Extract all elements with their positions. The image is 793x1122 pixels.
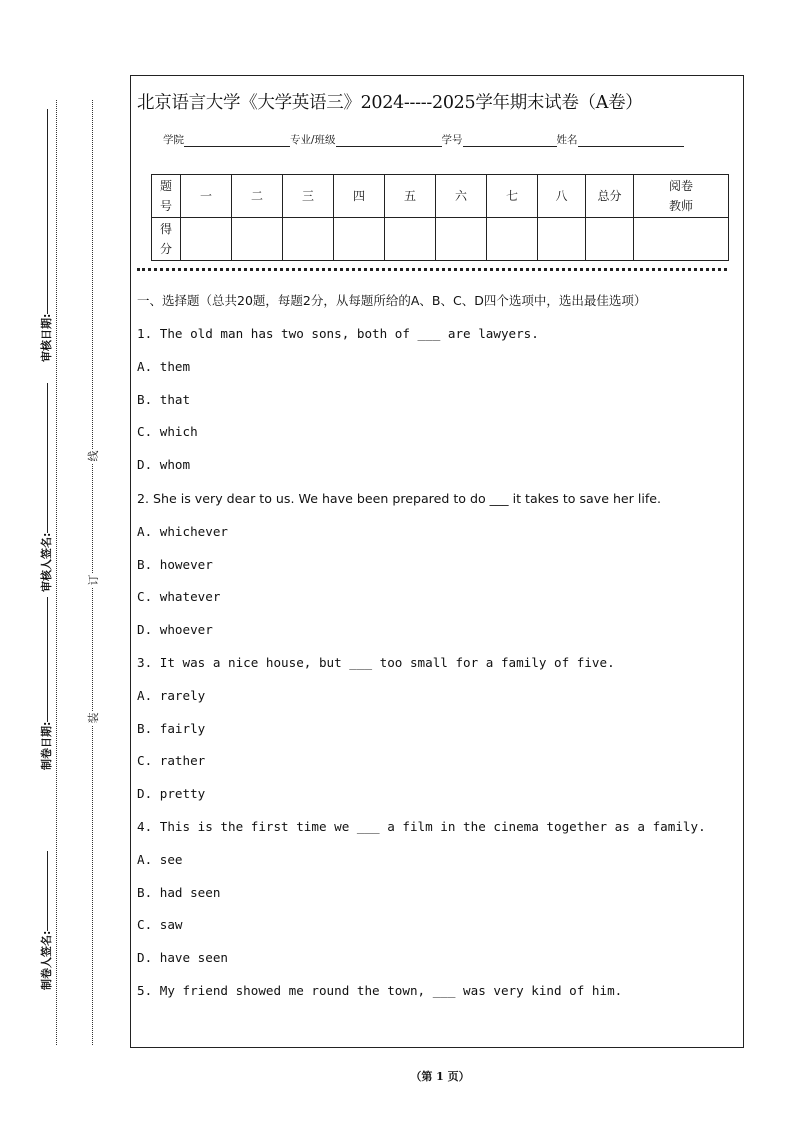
questions-area [137, 290, 743, 1014]
option[interactable]: B. fairly [137, 720, 206, 736]
maker-sign-blank[interactable] [46, 851, 48, 931]
option[interactable]: B. that [137, 391, 191, 407]
make-date-blank[interactable] [46, 597, 48, 722]
option[interactable]: D. whom [137, 457, 191, 473]
question-stem: 1. The old man has two sons, both of ___ are lawyers. [137, 326, 539, 341]
question-stem: 5. My friend showed me round the town, ___ was very kind of him. [137, 982, 623, 998]
reviewer-sign-field [38, 383, 54, 592]
outer-dotted-line [56, 100, 57, 1045]
college-label: 学院 [163, 134, 184, 146]
student-info-row [163, 132, 684, 147]
score-cell[interactable] [487, 218, 538, 261]
score-table [151, 174, 729, 261]
question-stem: 4. This is the first time we ___ a film in the cinema together as a family. [137, 818, 706, 834]
score-cell[interactable] [334, 218, 385, 261]
score-cell[interactable] [538, 218, 586, 261]
col-header-8: 八 [538, 175, 586, 218]
review-date-label: 审核日期: [40, 313, 53, 362]
college-blank[interactable] [184, 134, 290, 147]
exam-title: 北京语言大学《大学英语三》2024-----2025学年期末试卷（A卷） [137, 93, 643, 113]
row2-label: 得分 [159, 222, 172, 256]
page-number: （第 1 页） [410, 1070, 470, 1083]
major-blank[interactable] [336, 134, 442, 147]
option[interactable]: A. rarely [137, 687, 206, 703]
review-date-blank[interactable] [46, 109, 48, 314]
binding-char-line: 线 [87, 450, 100, 462]
question-stem: 2. She is very dear to us. We have been prepared to do ___ it takes to save her life. [137, 490, 662, 506]
option[interactable]: D. whoever [137, 622, 213, 638]
name-label: 姓名 [556, 134, 578, 146]
make-date-field [38, 597, 54, 770]
reviewer-col-header [634, 175, 729, 218]
maker-sign-label: 制卷人签名: [40, 930, 53, 990]
option[interactable]: A. whichever [137, 523, 228, 539]
total-score-cell[interactable] [586, 218, 634, 261]
option[interactable]: C. whatever [137, 589, 221, 605]
col-header-6: 六 [436, 175, 487, 218]
student-id-label: 学号 [441, 134, 463, 146]
row1-label: 题号 [159, 179, 172, 213]
section-heading: 一、选择题（总共20题，每题2分，从每题所给的A、B、C、D四个选项中，选出最佳选项） [137, 293, 647, 308]
option[interactable]: A. see [137, 851, 183, 867]
binding-margin [0, 0, 60, 1122]
score-cell[interactable] [181, 218, 232, 261]
separator-dotted-line [137, 268, 727, 271]
review-date-field [38, 109, 54, 362]
col-header-2: 二 [232, 175, 283, 218]
reviewer-sign-label: 审核人签名: [40, 532, 53, 592]
exam-frame [130, 75, 744, 1048]
col-header-5: 五 [385, 175, 436, 218]
reviewer-sign-cell[interactable] [634, 218, 729, 261]
student-id-blank[interactable] [463, 134, 557, 147]
option[interactable]: A. them [137, 358, 191, 374]
binding-char-install: 装 [87, 712, 100, 724]
score-cell[interactable] [385, 218, 436, 261]
score-table-header-row [152, 175, 729, 218]
option[interactable]: C. which [137, 424, 198, 440]
option[interactable]: C. saw [137, 917, 183, 933]
score-cell[interactable] [436, 218, 487, 261]
option[interactable]: B. however [137, 556, 213, 572]
name-blank[interactable] [578, 134, 684, 147]
reviewer-col-label: 阅卷教师 [668, 179, 693, 213]
option[interactable]: D. have seen [137, 950, 228, 966]
col-header-total: 总分 [586, 175, 634, 218]
col-header-1: 一 [181, 175, 232, 218]
maker-sign-field [38, 851, 54, 990]
option[interactable]: C. rather [137, 753, 206, 769]
major-label: 专业/班级 [290, 134, 336, 146]
score-cell[interactable] [283, 218, 334, 261]
col-header-7: 七 [487, 175, 538, 218]
reviewer-sign-blank[interactable] [46, 383, 48, 533]
binding-char-order: 订 [87, 574, 100, 586]
option[interactable]: D. pretty [137, 786, 206, 802]
score-cell[interactable] [232, 218, 283, 261]
row2-label-cell [152, 218, 181, 261]
question-stem: 3. It was a nice house, but ___ too small for a family of five. [137, 654, 615, 670]
option[interactable]: B. had seen [137, 884, 221, 900]
score-table-score-row [152, 218, 729, 261]
col-header-3: 三 [283, 175, 334, 218]
row1-label-cell [152, 175, 181, 218]
col-header-4: 四 [334, 175, 385, 218]
make-date-label: 制卷日期: [40, 721, 53, 770]
